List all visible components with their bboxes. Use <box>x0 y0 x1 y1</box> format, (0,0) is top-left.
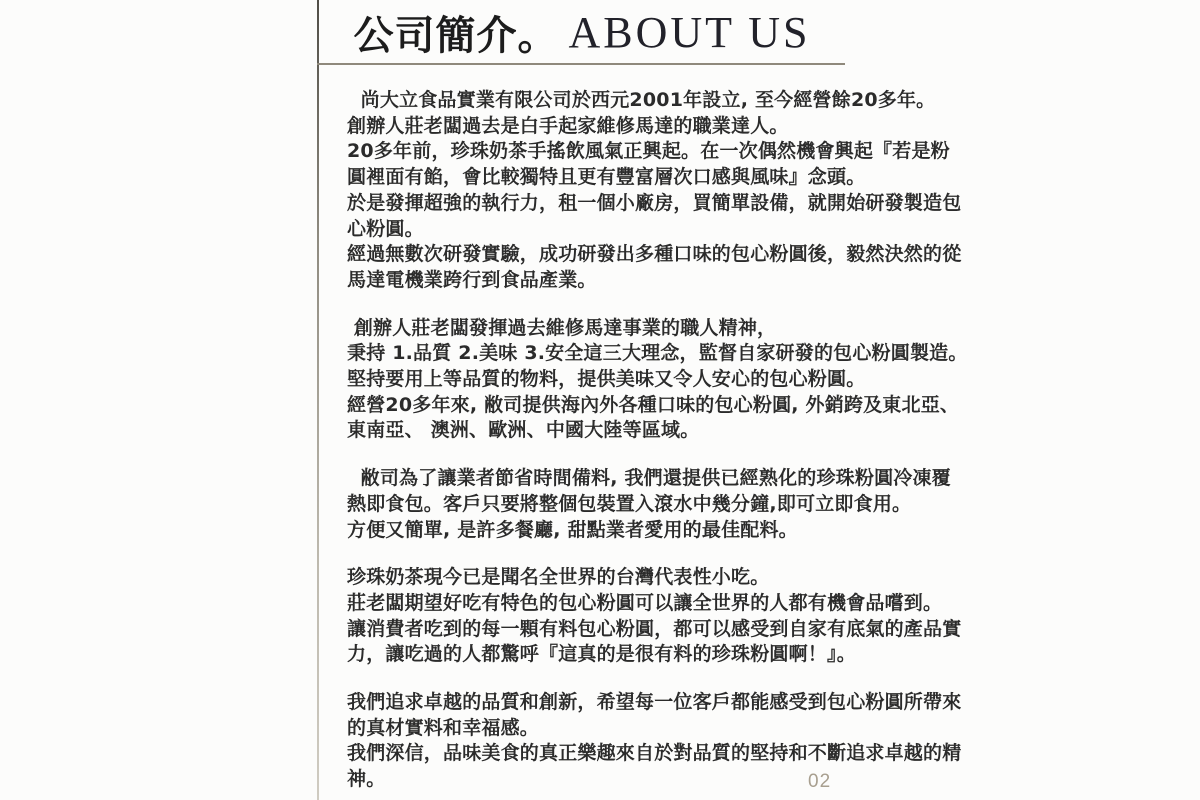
body-text-line: 馬達電機業跨行到食品產業。 <box>347 268 597 291</box>
page-number: 02 <box>808 771 832 792</box>
page-title-en: ABOUT US <box>568 7 811 57</box>
body-text-line: 心粉圓。 <box>347 217 424 240</box>
body-text-line: 東南亞、 澳洲、歐洲、中國大陸等區域。 <box>347 419 700 442</box>
body-text-line: 敝司為了讓業者節省時間備料, 我們還提供已經熟化的珍珠粉圓冷凍覆 <box>347 467 951 490</box>
body-text-line: 20多年前，珍珠奶茶手搖飲風氣正興起。在一次偶然機會興起『若是粉 <box>347 140 950 163</box>
title-underline <box>317 63 845 65</box>
paragraph <box>347 690 962 793</box>
body-text-line: 莊老闆期望好吃有特色的包心粉圓可以讓全世界的人都有機會品嚐到。 <box>347 591 943 614</box>
body-text-line: 力，讓吃過的人都驚呼『這真的是很有料的珍珠粉圓啊！』。 <box>347 643 856 666</box>
body-text-line: 於是發揮超強的執行力，租一個小廠房，買簡單設備，就開始研發製造包 <box>347 191 962 214</box>
body-text-line: 讓消費者吃到的每一顆有料包心粉圓，都可以感受到自家有底氣的產品實 <box>347 617 962 640</box>
left-border-line <box>317 0 319 800</box>
page-title <box>319 2 845 62</box>
paragraph <box>347 88 962 294</box>
body-text-line: 經營20多年來, 敝司提供海內外各種口味的包心粉圓, 外銷跨及東北亞、 <box>347 393 960 416</box>
body-text-line: 我們追求卓越的品質和創新，希望每一位客戶都能感受到包心粉圓所帶來 <box>347 691 962 714</box>
body-text-line: 堅持要用上等品質的物料，提供美味又令人安心的包心粉圓。 <box>347 368 866 391</box>
paragraph <box>347 316 968 445</box>
body-text-line: 秉持 1.品質 2.美味 3.安全這三大理念，監督自家研發的包心粉圓製造。 <box>347 342 968 365</box>
body-text-line: 珍珠奶茶現今已是聞名全世界的台灣代表性小吃。 <box>347 566 770 589</box>
body-text-line: 我們深信，品味美食的真正樂趣來自於對品質的堅持和不斷追求卓越的精 <box>347 742 962 765</box>
body-text-line: 圓裡面有餡，會比較獨特且更有豐富層次口感與風味』念頭。 <box>347 166 866 189</box>
page-title-cjk: 公司簡介。 <box>353 12 559 59</box>
body-content <box>347 88 968 800</box>
body-text-line: 方便又簡單, 是許多餐廳, 甜點業者愛用的最佳配料。 <box>347 518 798 541</box>
body-text-line: 創辦人莊老闆發揮過去維修馬達事業的職人精神， <box>347 316 777 339</box>
body-text-line: 創辦人莊老闆過去是白手起家維修馬達的職業達人。 <box>347 114 789 137</box>
paragraph <box>347 466 951 543</box>
body-text-line: 神。 <box>347 768 386 791</box>
body-text-line: 經過無數次研發實驗，成功研發出多種口味的包心粉圓後，毅然決然的從 <box>347 243 962 266</box>
body-text-line: 尚大立食品實業有限公司於西元2001年設立, 至今經營餘20多年。 <box>347 89 936 111</box>
body-text-line: 熱即食包。客戶只要將整個包裝置入滾水中幾分鐘,即可立即食用。 <box>347 492 912 515</box>
paragraph <box>347 565 962 668</box>
body-text-line: 的真材實料和幸福感。 <box>347 716 540 739</box>
